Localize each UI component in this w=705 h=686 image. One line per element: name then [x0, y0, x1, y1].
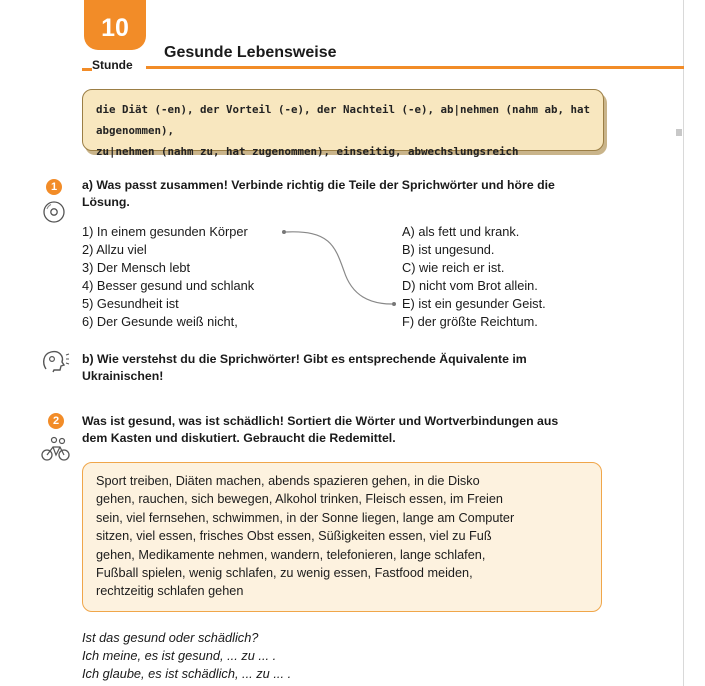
proverb-left-item[interactable]: 3) Der Mensch lebt [82, 260, 191, 275]
exercise-1b-task [82, 351, 622, 385]
exercise-1a-task [82, 177, 622, 211]
proverb-left-item[interactable]: 1) In einem gesunden Körper [82, 224, 248, 239]
speech-phrase: Ich glaube, es ist schädlich, ... zu ... . [82, 666, 292, 681]
proverb-right-item[interactable]: A) als fett und krank. [402, 224, 520, 239]
task-line: Ukrainischen! [82, 369, 164, 383]
word-box-line: sitzen, viel essen, frisches Obst essen, Süßigkeiten essen, viel zu Fuß [96, 529, 492, 544]
proverb-left-item[interactable]: 2) Allzu viel [82, 242, 147, 257]
proverb-left-column [82, 223, 292, 331]
header-rule-right [146, 66, 684, 69]
vocabulary-line: die Diät (-en), der Vorteil (-e), der Nachteil (-e), ab|nehmen (nahm ab, hat abgenommen), [96, 103, 591, 137]
task-line: b) Wie verstehst du die Sprichwörter! Gibt es entsprechende Äquivalente im [82, 352, 527, 366]
cd-disc-icon[interactable] [42, 200, 66, 229]
task-line: Was ist gesund, was ist schädlich! Sortiert die Wörter und Wortverbindungen aus [82, 414, 559, 428]
proverb-right-column [402, 223, 602, 331]
proverb-left-item[interactable]: 5) Gesundheit ist [82, 296, 179, 311]
exercise-1-badge: 1 [46, 179, 62, 195]
scroll-marker[interactable] [676, 129, 682, 136]
proverb-right-item[interactable]: C) wie reich er ist. [402, 260, 505, 275]
proverb-left-item[interactable]: 6) Der Gesunde weiß nicht, [82, 314, 238, 329]
task-line: Lösung. [82, 195, 130, 209]
exercise-2-task [82, 413, 622, 447]
word-box-line: Sport treiben, Diäten machen, abends spazieren gehen, in die Disko [96, 474, 480, 488]
task-line: a) Was passt zusammen! Verbinde richtig die Teile der Sprichwörter und höre die [82, 178, 555, 192]
speaking-head-icon [40, 349, 70, 378]
proverb-right-item[interactable]: F) der größte Reichtum. [402, 314, 538, 329]
lesson-number-tab [84, 0, 146, 50]
vocabulary-text [96, 99, 596, 162]
matching-connector-line [280, 226, 400, 310]
bicycle-group-icon [40, 436, 74, 467]
word-box-line: gehen, rauchen, sich bewegen, Alkohol trinken, Fleisch essen, im Freien [96, 492, 503, 507]
header-rule-left [82, 68, 92, 71]
speech-phrase: Ist das gesund oder schädlich? [82, 630, 259, 645]
word-box-line: Fußball spielen, wenig schlafen, zu wenig essen, Fastfood meiden, [96, 566, 473, 581]
word-box-line: rechtzeitig schlafen gehen [96, 584, 244, 599]
speech-phrase: Ich meine, es ist gesund, ... zu ... . [82, 648, 277, 663]
lesson-title: Gesunde Lebensweise [164, 44, 337, 61]
proverb-right-item[interactable]: E) ist ein gesunder Geist. [402, 296, 546, 311]
task-line: dem Kasten und diskutiert. Gebraucht die Redemittel. [82, 431, 396, 445]
proverb-right-item[interactable]: B) ist ungesund. [402, 242, 495, 257]
vocabulary-line: zu|nehmen (nahm zu, hat zugenommen), einseitig, abwechslungsreich [96, 145, 519, 158]
word-box-line: sein, viel fernsehen, schwimmen, in der Sonne liegen, lange am Computer [96, 510, 515, 525]
proverb-right-item[interactable]: D) nicht vom Brot allein. [402, 278, 538, 293]
word-box-line: gehen, Medikamente nehmen, wandern, telefonieren, lange schlafen, [96, 547, 486, 562]
speech-phrases [82, 629, 602, 683]
word-box-text [96, 472, 590, 601]
stunde-label: Stunde [92, 58, 133, 72]
lesson-number: 10 [101, 13, 129, 42]
exercise-2-badge: 2 [48, 413, 64, 429]
page-edge [683, 0, 684, 686]
proverb-left-item[interactable]: 4) Besser gesund und schlank [82, 278, 255, 293]
